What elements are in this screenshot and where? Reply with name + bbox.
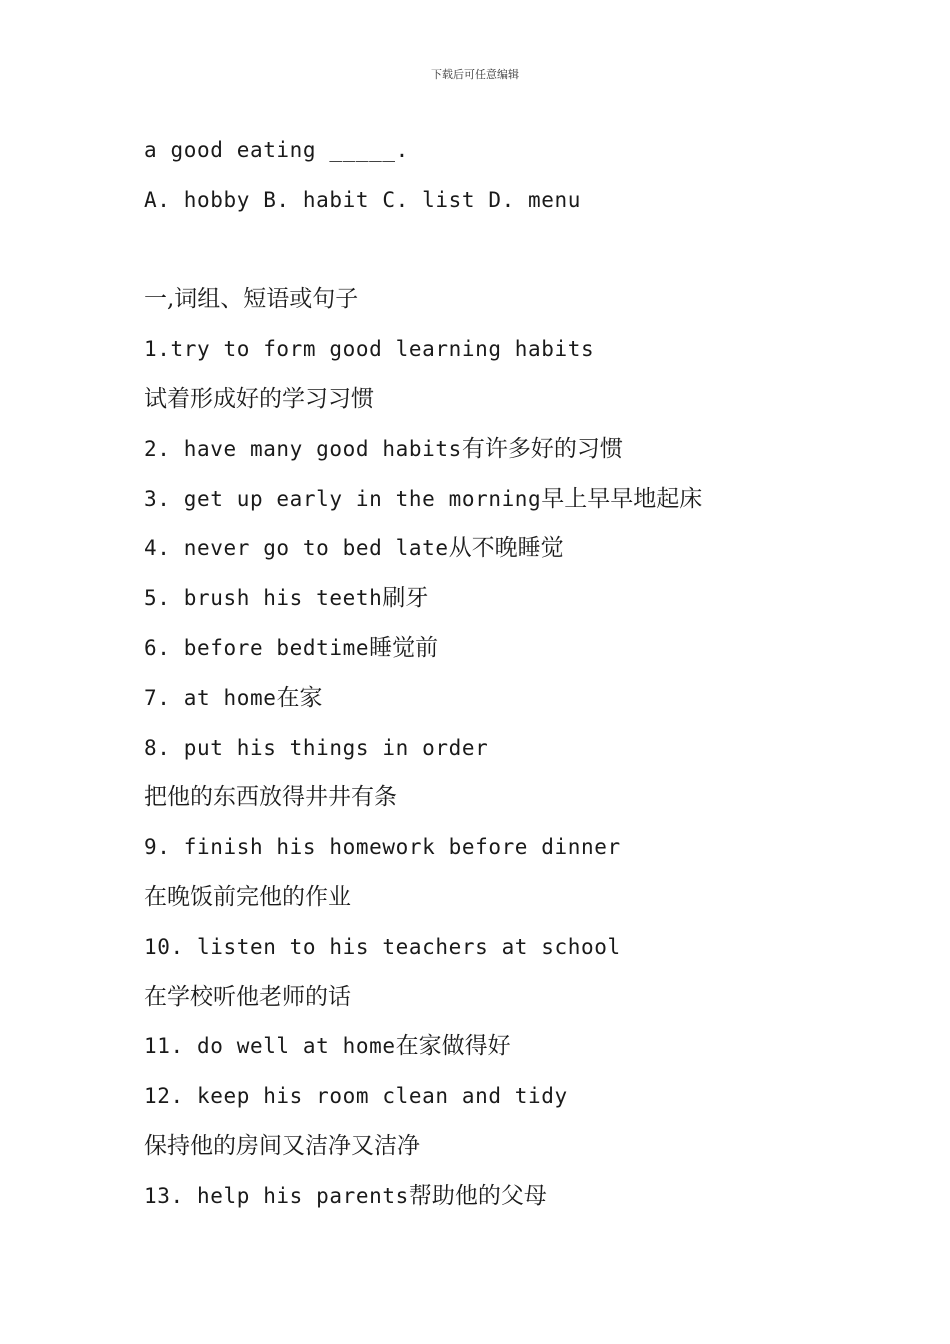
phrase-chinese: 早上早早地起床 [541,485,703,512]
phrase-english: 12. keep his room clean and tidy [144,1084,568,1109]
phrase-chinese: 帮助他的父母 [408,1182,547,1209]
page-header: 下载后可任意编辑 [431,68,519,81]
section-title: 一,词组、短语或句子 [144,286,359,313]
phrase-english: 4. never go to bed late [144,536,449,561]
phrase-english: 3. get up early in the morning [144,486,542,511]
phrase-item [144,574,904,624]
phrase-chinese: 刷牙 [382,585,429,612]
phrase-english: 5. brush his teeth [144,586,383,611]
phrase-english: 6. before bedtime [144,635,370,660]
phrase-english: 10. listen to his teachers at school [144,934,621,959]
phrase-chinese: 在学校听他老师的话 [144,983,351,1010]
phrase-chinese: 试着形成好的学习习惯 [144,385,374,412]
phrase-english: 2. have many good habits [144,436,462,461]
phrase-english: 1.try to form good learning habits [144,337,595,362]
phrase-english: 7. at home [144,685,277,710]
phrase-item [144,425,904,475]
document-body [144,126,904,1222]
phrase-chinese: 从不晚睡觉 [448,535,564,562]
phrase-item [144,524,904,574]
phrase-english: 9. finish his homework before dinner [144,835,621,860]
blank-line [144,226,904,276]
phrase-chinese: 在家做得好 [395,1033,511,1060]
question-options: A. hobby B. habit C. list D. menu [144,187,582,212]
phrase-chinese: 有许多好的习惯 [461,435,623,462]
phrase-chinese: 睡觉前 [369,634,439,661]
phrase-item [144,475,904,525]
phrase-item [144,674,904,724]
phrase-chinese: 把他的东西放得井井有条 [144,784,397,811]
phrase-item [144,1022,904,1072]
phrase-item [144,1172,904,1222]
question-stem: a good eating _____. [144,138,409,162]
phrase-english: 11. do well at home [144,1034,396,1059]
phrase-english: 13. help his parents [144,1183,409,1208]
phrase-chinese: 在晚饭前完他的作业 [144,883,351,910]
phrase-item [144,624,904,674]
phrase-english: 8. put his things in order [144,735,489,760]
phrase-chinese: 保持他的房间又洁净又洁净 [144,1132,420,1159]
phrase-chinese: 在家 [276,684,323,711]
